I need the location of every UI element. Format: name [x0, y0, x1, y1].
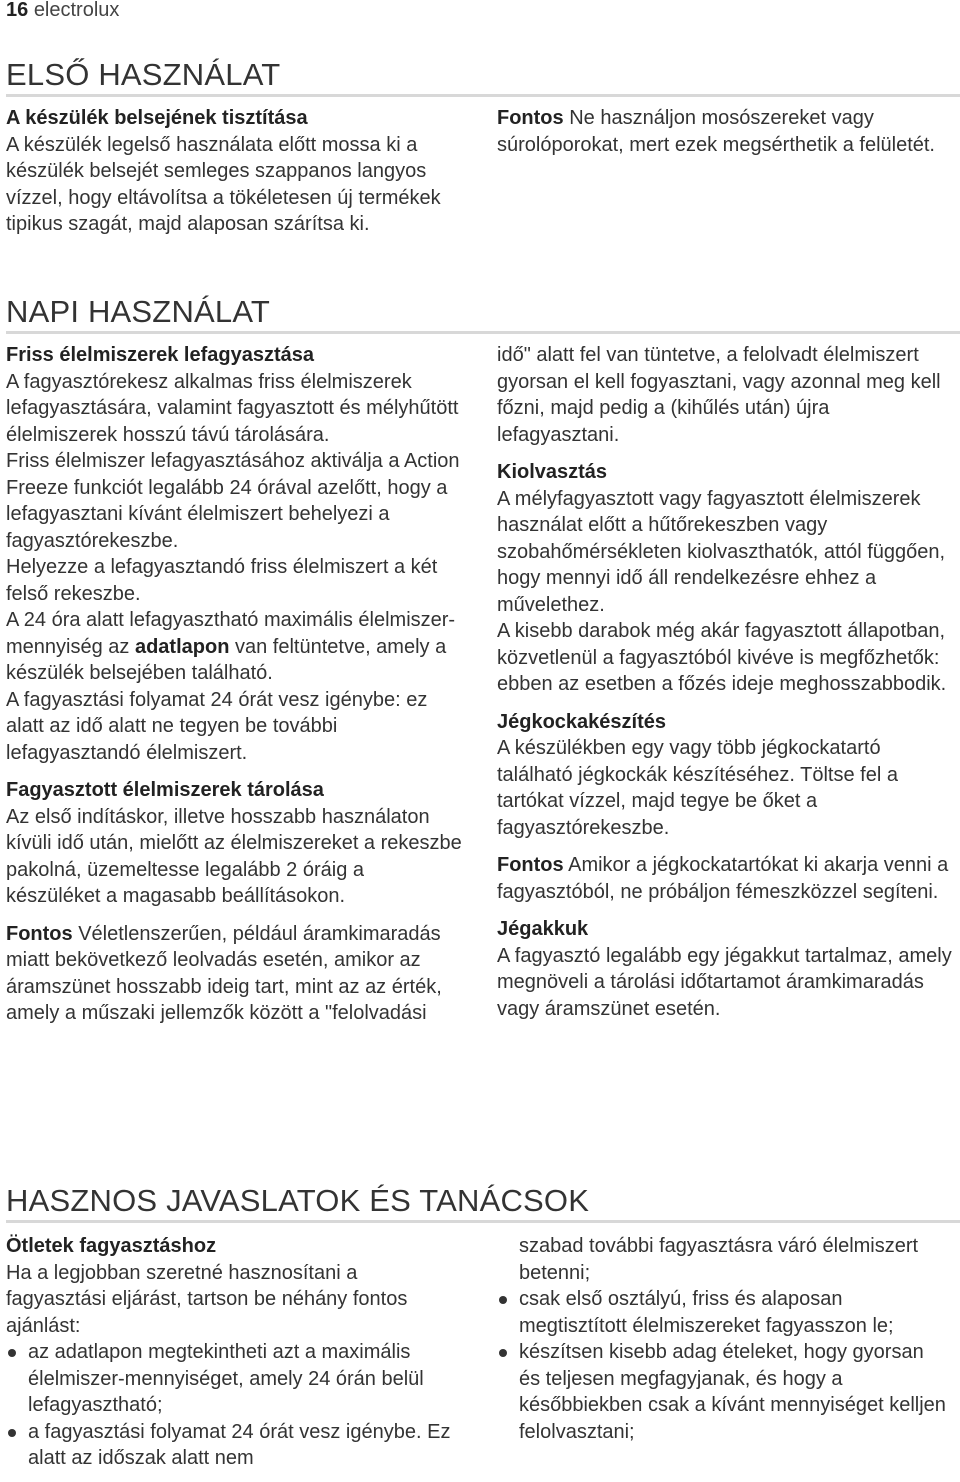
paragraph-hints-intro: Ha a legjobban szeretné hasznosítani a fagyasztási eljárást, tartson be néhány fontos ajánlást: — [6, 1261, 408, 1337]
list-item: a fagyasztási folyamat 24 órát vesz igénybe. Ez alatt az időszak alatt nem — [6, 1419, 456, 1472]
subheading-cold-accumulators: Jégakkuk — [497, 918, 589, 940]
note-text: Amikor a jégkockatartókat ki akarja venni a fagyasztóból, ne próbáljon fémeszközzel segíteni. — [497, 854, 949, 903]
page-number: 16 — [6, 0, 29, 21]
paragraph-cold-accumulators: A fagyasztó legalább egy jégakkut tartalmaz, amely megnöveli a tárolási időtartamot áramkimaradás vagy áramszünet esetén. — [497, 944, 952, 1020]
paragraph-ice-cube-trays: A készülékben egy vagy több jégkockatartó található jégkockák készítéséhez. Töltse fel a tartókat vízzel, majd tegye be őket a fagyasztórekeszbe. — [497, 737, 898, 839]
first-use-left-column — [6, 105, 456, 238]
subheading-freezing-fresh-food: Friss élelmiszerek lefagyasztása — [6, 344, 314, 366]
subheading-ice-cubes: Jégkockakészítés — [497, 710, 667, 733]
hints-list-left — [6, 1339, 456, 1472]
paragraph-thawing-methods: A mélyfagyasztott vagy fagyasztott élelmiszerek használat előtt a hűtőrekeszben vagy szobahőmérsékleten kiolvaszthatók, attól függően, hogy mennyi idő áll rendelkezésre ehhez a művelethez. — [497, 487, 946, 616]
paragraph-freezer-purpose: A fagyasztórekesz alkalmas friss élelmiszerek lefagyasztására, valamint fagyasztott és mélyhűtött élelmiszerek hosszú távú tárolására. — [6, 370, 459, 446]
subheading-interior-cleaning: A készülék belsejének tisztítása — [6, 107, 308, 129]
paragraph-place-food: Helyezze a lefagyasztandó friss élelmiszert a két felső rekeszbe. — [6, 556, 438, 605]
list-item-continuation: szabad további fagyasztásra váró élelmiszert betenni; — [519, 1235, 919, 1284]
list-item: csak első osztályú, friss és alaposan megtisztított élelmiszereket fagyasszon le; — [497, 1286, 949, 1339]
subheading-storage: Fagyasztott élelmiszerek tárolása — [6, 779, 324, 801]
first-use-right-column — [497, 105, 943, 158]
bullet-icon — [499, 1296, 507, 1304]
note-label: Fontos — [497, 854, 564, 876]
bullet-icon — [8, 1349, 16, 1357]
note-label: Fontos — [497, 107, 564, 129]
note-text: Ne használjon mosószereket vagy súrolóporokat, mert ezek megsérthetik a felületét. — [497, 107, 935, 156]
bullet-icon — [8, 1429, 16, 1437]
paragraph-interior-cleaning: A készülék legelső használata előtt mossa ki a készülék belsejét semleges szappanos langyos vízzel, hogy eltávolítsa a tökéletesen új termékek tipikus szagát, majd alaposan szárítsa ki. — [6, 133, 441, 235]
daily-use-right-column — [497, 342, 954, 1022]
paragraph-freezing-process: A fagyasztási folyamat 24 órát vesz igénybe: ez alatt az idő alatt ne tegyen be további lefagyasztandó élelmiszert. — [6, 688, 428, 764]
hints-right-column — [497, 1233, 949, 1445]
section-title-daily-use: NAPI HASZNÁLAT — [6, 293, 960, 334]
brand-name: electrolux — [33, 0, 120, 21]
subheading-thawing: Kiolvasztás — [497, 461, 608, 483]
paragraph-max-quantity: A 24 óra alatt lefagyasztható maximális élelmiszer-mennyiség az adatlapon van feltüntetve, amely a készülék belsejében található. — [6, 609, 456, 684]
paragraph-first-start: Az első indításkor, illetve hosszabb használaton kívüli idő után, mielőtt az élelmiszereket a rekeszbe pakolná, üzemeltesse legalább 2 óráig a készüléket a magasabb beállításokon. — [6, 805, 462, 907]
paragraph-action-freeze: Friss élelmiszer lefagyasztásához aktiválja a Action Freeze funkciót legalább 24 órával azelőtt, hogy a lefagyasztani kívánt élelmiszert behelyezi a fagyasztórekeszbe. — [6, 450, 460, 552]
section-title-first-use: ELSŐ HASZNÁLAT — [6, 56, 960, 97]
hints-left-column — [6, 1233, 456, 1472]
list-item: az adatlapon megtekintheti azt a maximális élelmiszer-mennyiséget, amely 24 órán belül lefagyasztható; — [6, 1339, 456, 1419]
bullet-icon — [499, 1349, 507, 1357]
note-detergents — [497, 105, 943, 158]
rating-plate-term: adatlapon — [134, 635, 230, 658]
daily-use-left-column — [6, 342, 464, 1027]
note-ice-trays — [497, 852, 954, 905]
paragraph-small-pieces: A kisebb darabok még akár fagyasztott állapotban, közvetlenül a fagyasztóból kivéve is megfőzhetők: ebben az esetben a főzés ideje meghosszabbodik. — [497, 620, 947, 695]
list-item: készítsen kisebb adag ételeket, hogy gyorsan és teljesen megfagyjanak, és hogy a későbbiekben csak a kívánt mennyiséget kelljen felolvasztani; — [497, 1339, 949, 1445]
hints-list-right — [497, 1233, 949, 1445]
subheading-freezing-hints: Ötletek fagyasztáshoz — [6, 1235, 217, 1257]
note-text: Véletlenszerűen, például áramkimaradás miatt bekövetkező leolvadás esetén, amikor az áramszünet hosszabb ideig tart, mint az az érték, amely a műszaki jellemzők között a "felolvadási — [6, 922, 442, 1024]
note-label: Fontos — [6, 922, 73, 945]
paragraph-thawed-food: idő" alatt fel van tüntetve, a felolvadt élelmiszert gyorsan el kell fogyasztani, vagy azonnal meg kell főzni, majd pedig a (kihűlés után) újra lefagyasztani. — [497, 344, 941, 446]
section-title-hints-tips: HASZNOS JAVASLATOK ÉS TANÁCSOK — [6, 1182, 960, 1223]
page-header — [6, 0, 119, 22]
note-defrosting — [6, 921, 464, 1027]
